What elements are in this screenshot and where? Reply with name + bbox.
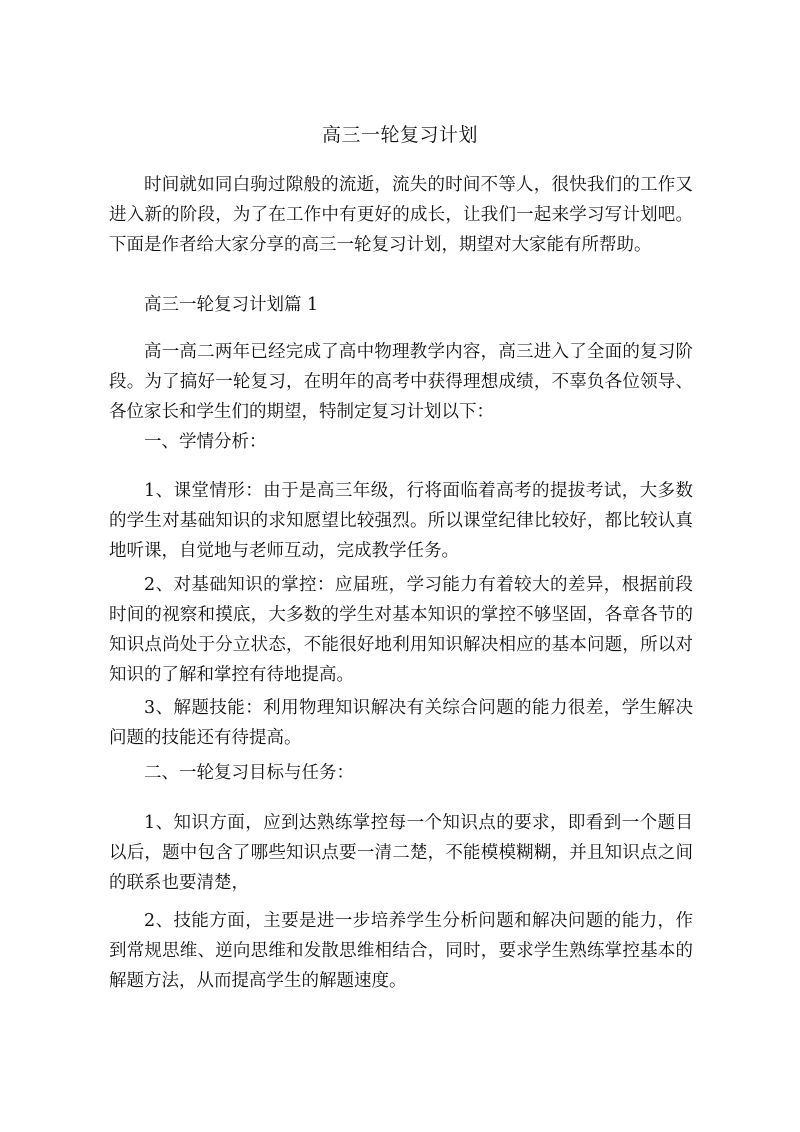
intro-paragraph: 时间就如同白驹过隙般的流逝，流失的时间不等人，很快我们的工作又进入新的阶段，为了在工作中有更好的成长，让我们一起来学习写计划吧。下面是作者给大家分享的高三一轮复习计划，期望对大家能有所帮助。 <box>109 175 693 255</box>
document-title: 高三一轮复习计划 <box>321 124 478 146</box>
section-heading-situation: 一、学情分析： <box>144 432 267 452</box>
basics-paragraph: 2、对基础知识的掌控：应届班，学习能力有着较大的差异，根据前段时间的视察和摸底，大多数的学生对基本知识的掌控不够坚固，各章各节的知识点尚处于分立状态，不能很好地利用知识解决相应的基本问题，所以对知识的了解和掌控有待地提高。 <box>109 575 693 685</box>
classroom-paragraph: 1、课堂情形：由于是高三年级，行将面临着高考的提拔考试，大多数的学生对基础知识的求知愿望比较强烈。所以课堂纪律比较好，都比较认真地听课，自觉地与老师互动，完成教学任务。 <box>109 481 693 561</box>
skill-goal-paragraph: 2、技能方面，主要是进一步培养学生分析问题和解决问题的能力，作到常规思维、逆向思维和发散思维相结合，同时，要求学生熟练掌控基本的解题方法，从而提高学生的解题速度。 <box>109 911 693 991</box>
problem-solving-paragraph: 3、解题技能：利用物理知识解决有关综合问题的能力很差，学生解决问题的技能还有待提高。 <box>109 698 693 748</box>
section-heading-goals: 二、一轮复习目标与任务： <box>144 763 354 783</box>
knowledge-goal-paragraph: 1、知识方面，应到达熟练掌控每一个知识点的要求，即看到一个题目以后，题中包含了哪些知识点要一清二楚，不能模模糊糊，并且知识点之间的联系也要清楚， <box>109 813 693 893</box>
plan-heading: 高三一轮复习计划篇 1 <box>144 295 319 315</box>
overview-paragraph: 高一高二两年已经完成了高中物理教学内容，高三进入了全面的复习阶段。为了搞好一轮复习，在明年的高考中获得理想成绩，不辜负各位领导、各位家长和学生们的期望，特制定复习计划以下： <box>109 342 693 422</box>
